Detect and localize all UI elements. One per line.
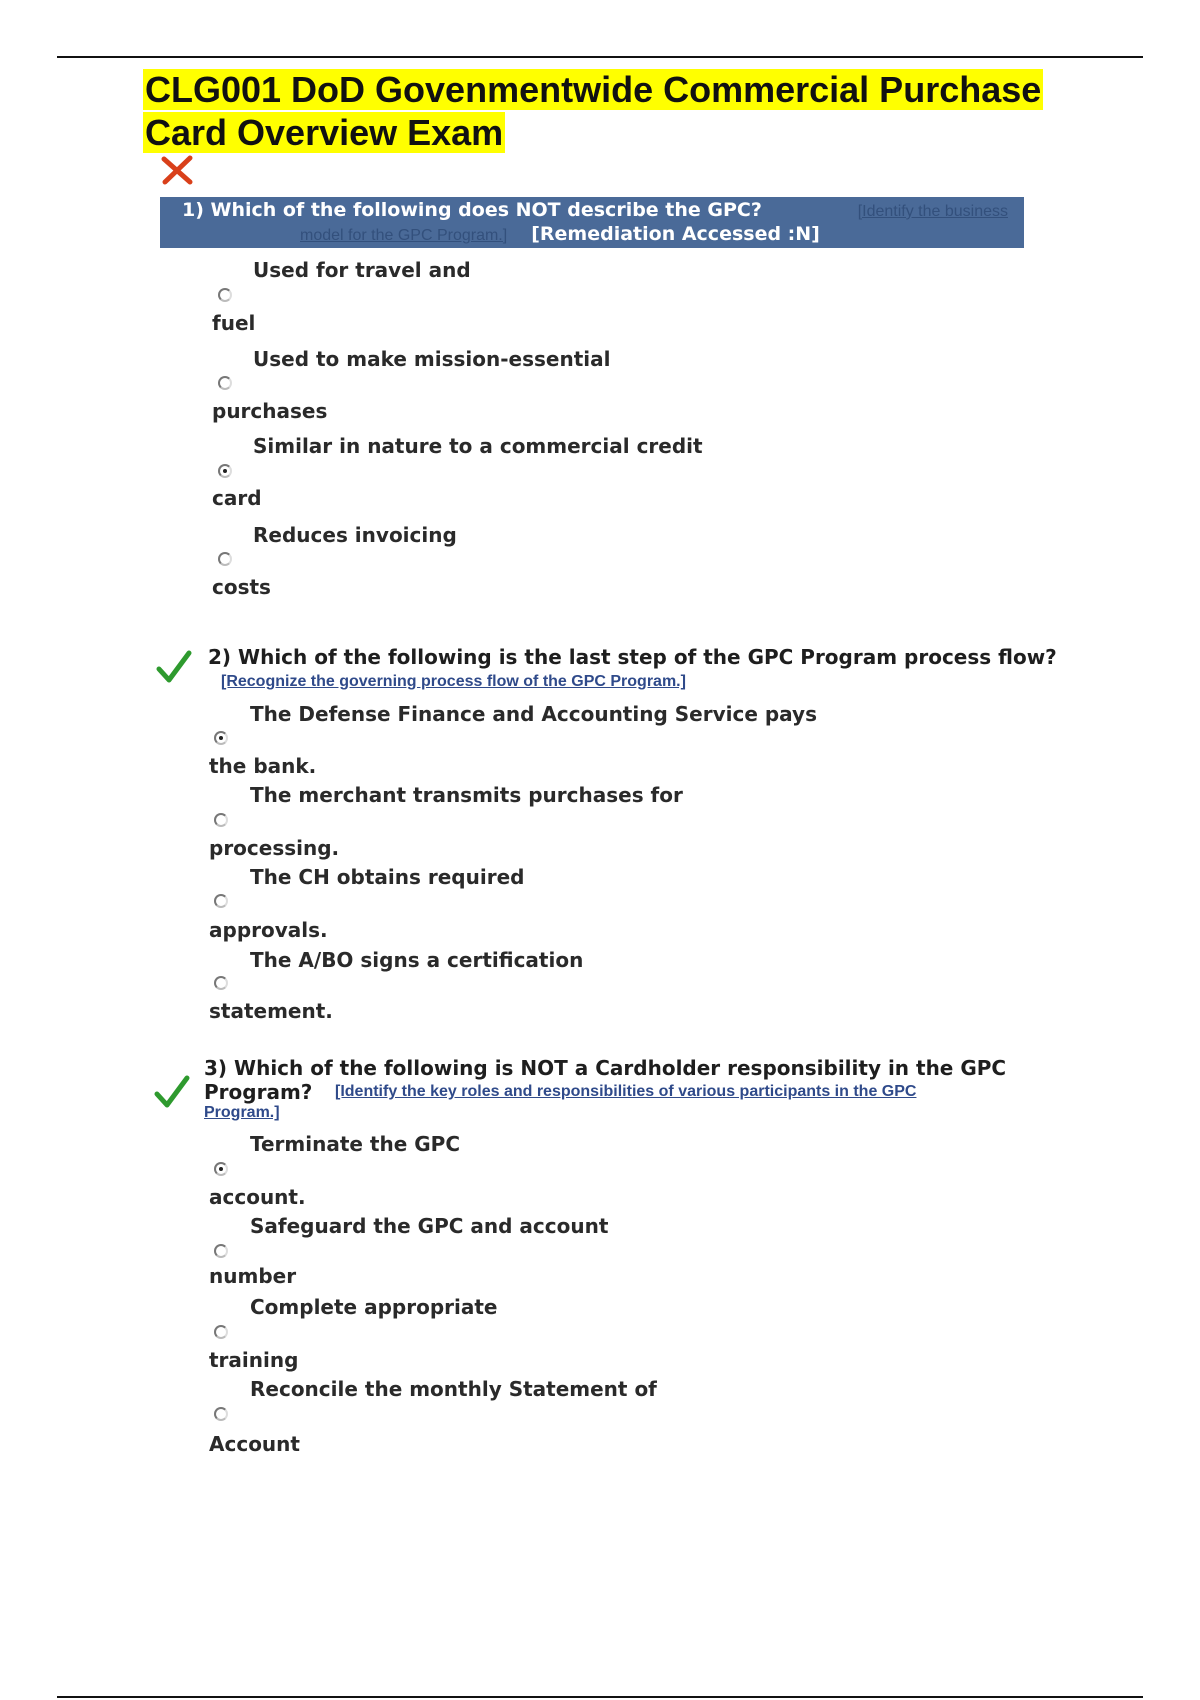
x-mark-icon [160,155,194,185]
remediation-status: [Remediation Accessed :N] [531,223,820,245]
option-label: Similar in nature to a commercial credit [253,434,703,458]
bottom-rule [57,1696,1143,1698]
page-title [143,68,1083,154]
option-label-cont: Account [209,1432,300,1456]
option-radio[interactable] [218,288,232,302]
question-2-objective-link[interactable]: [Recognize the governing process flow of the GPC Program.] [221,673,686,690]
option-label: Reconcile the monthly Statement of [250,1377,657,1401]
option-label: Complete appropriate [250,1295,498,1319]
option-label: The CH obtains required [250,865,525,889]
option-label-cont: the bank. [209,754,317,778]
option-label-cont: processing. [209,836,340,860]
option-radio[interactable] [214,976,228,990]
option-radio[interactable] [218,376,232,390]
option-radio[interactable] [214,1325,228,1339]
option-label-cont: fuel [212,311,256,335]
question-3-text: 3) Which of the following is NOT a Cardholder responsibility in the GPC [204,1056,1007,1080]
option-label: The merchant transmits purchases for [250,783,683,807]
top-rule [57,56,1143,58]
option-radio-selected[interactable] [214,731,228,745]
option-radio[interactable] [214,1244,228,1258]
option-label-cont: number [209,1264,297,1288]
option-label: The A/BO signs a certification [250,948,584,972]
option-label-cont: training [209,1348,299,1372]
option-radio[interactable] [214,813,228,827]
option-label-cont: purchases [212,399,328,423]
option-radio[interactable] [214,1407,228,1421]
question-3-objective-link[interactable]: [Identify the key roles and responsibilities of various participants in the GPC [335,1083,917,1100]
option-label: Used to make mission-essential [253,347,611,371]
question-1-text: 1) Which of the following does NOT describe the GPC? [182,199,762,221]
option-label: Used for travel and [253,258,471,282]
question-1-objective-link-cont[interactable]: model for the GPC Program.] [300,227,508,244]
option-radio-selected[interactable] [214,1162,228,1176]
title-highlight: CLG001 DoD Govenmentwide Commercial Purchase Card Overview Exam [145,69,1042,153]
question-1-header [160,197,1024,248]
question-2-text: 2) Which of the following is the last step of the GPC Program process flow? [208,645,1057,669]
option-radio[interactable] [214,894,228,908]
option-label: Terminate the GPC [250,1132,461,1156]
option-label-cont: card [212,486,262,510]
option-label-cont: approvals. [209,918,328,942]
check-mark-icon [156,650,192,684]
option-label-cont: account. [209,1185,306,1209]
question-1-objective-link[interactable]: [Identify the business [857,203,1008,220]
option-radio-selected[interactable] [218,464,232,478]
check-mark-icon [154,1075,190,1109]
option-label: Safeguard the GPC and account [250,1214,609,1238]
option-label-cont: costs [212,575,271,599]
option-label: Reduces invoicing [253,523,457,547]
option-label: The Defense Finance and Accounting Service pays [250,702,817,726]
question-3-objective-link-cont[interactable]: Program.] [204,1104,280,1121]
question-3-text-cont: Program? [204,1080,313,1104]
option-label-cont: statement. [209,999,333,1023]
option-radio[interactable] [218,552,232,566]
